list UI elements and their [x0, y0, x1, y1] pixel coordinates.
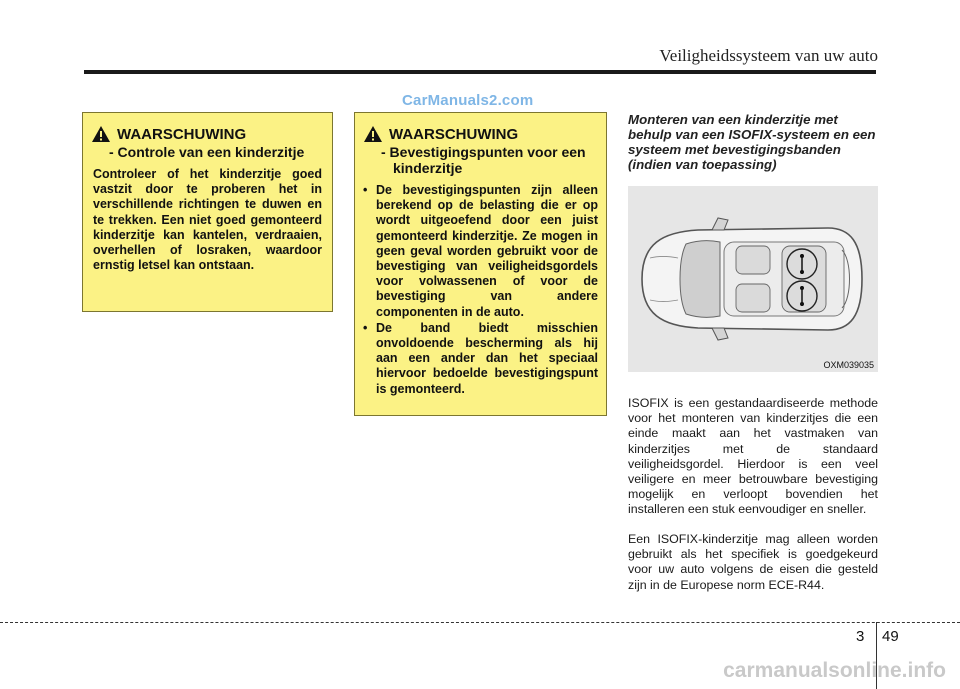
figure-code: OXM039035	[823, 360, 874, 370]
body-paragraph: ISOFIX is een gestandaardiseerde methode voor het monteren van kinderzitjes die een einde maakt aan het vastmaken van kinderzitjes met de standaard veiligheidsgordel. Hierdoor is een veel veiligere en meer betrouwbare bevestiging mogelijk en verloopt bovendien het installeren een stuk eenvoudiger en sneller.	[628, 396, 878, 517]
car-top-view-illustration	[628, 186, 878, 372]
warning-list-item: • De bevestigingspunten zijn alleen berekend op de belasting die er op wordt uitgeoefend door een juist gemonteerd kinderzitje. Ze mogen in geen geval worden gebruikt voor de bevestiging van veiligheidsgordels voor volwassenen of voor de bevestiging van andere componenten in de auto.	[363, 183, 598, 319]
page-number: 49	[882, 628, 899, 645]
warning-subtitle: - Bevestigingspunten voor een kinderzitje	[381, 144, 586, 176]
warning-subtitle: - Controle van een kinderzitje	[109, 144, 305, 160]
warning-box-child-seat-check	[82, 112, 333, 312]
warning-triangle-icon	[363, 125, 383, 143]
warning-title: WAARSCHUWING	[389, 126, 519, 143]
header-rule	[84, 70, 876, 74]
warning-list	[363, 183, 598, 397]
footer-rule	[0, 622, 960, 623]
watermark-top: CarManuals2.com	[402, 92, 534, 109]
watermark-bottom: carmanualsonline.info	[723, 659, 946, 682]
isofix-figure	[628, 186, 878, 372]
running-header-title: Veiligheidssysteem van uw auto	[659, 46, 878, 65]
body-paragraph: Een ISOFIX-kinderzitje mag alleen worden gebruikt als het specifiek is goedgekeurd voor uw auto volgens de eisen die gesteld zijn in de Europese norm ECE-R44.	[628, 532, 878, 592]
section-heading: Monteren van een kinderzitje met behulp van een ISOFIX-systeem en een systeem met bevestigingsbanden (indien van toepassing)	[628, 112, 876, 172]
warning-triangle-icon	[91, 125, 111, 143]
warning-body: Controleer of het kinderzitje goed vastzit door te proberen het in verschillende richtingen te duwen en te trekken. Een niet goed gemonteerd kinderzitje kan kantelen, verdraaien, overhellen of losraken, waardoor ernstig letsel kan ontstaan.	[93, 167, 322, 273]
warning-title: WAARSCHUWING	[117, 126, 247, 143]
warning-list-item: • De band biedt misschien onvoldoende bescherming als hij aan een ander dan het speciaal hiervoor bedoelde bevestigingspunt is gemonteerd.	[363, 320, 598, 396]
warning-box-anchorage-points	[354, 112, 607, 416]
chapter-number: 3	[856, 628, 865, 645]
